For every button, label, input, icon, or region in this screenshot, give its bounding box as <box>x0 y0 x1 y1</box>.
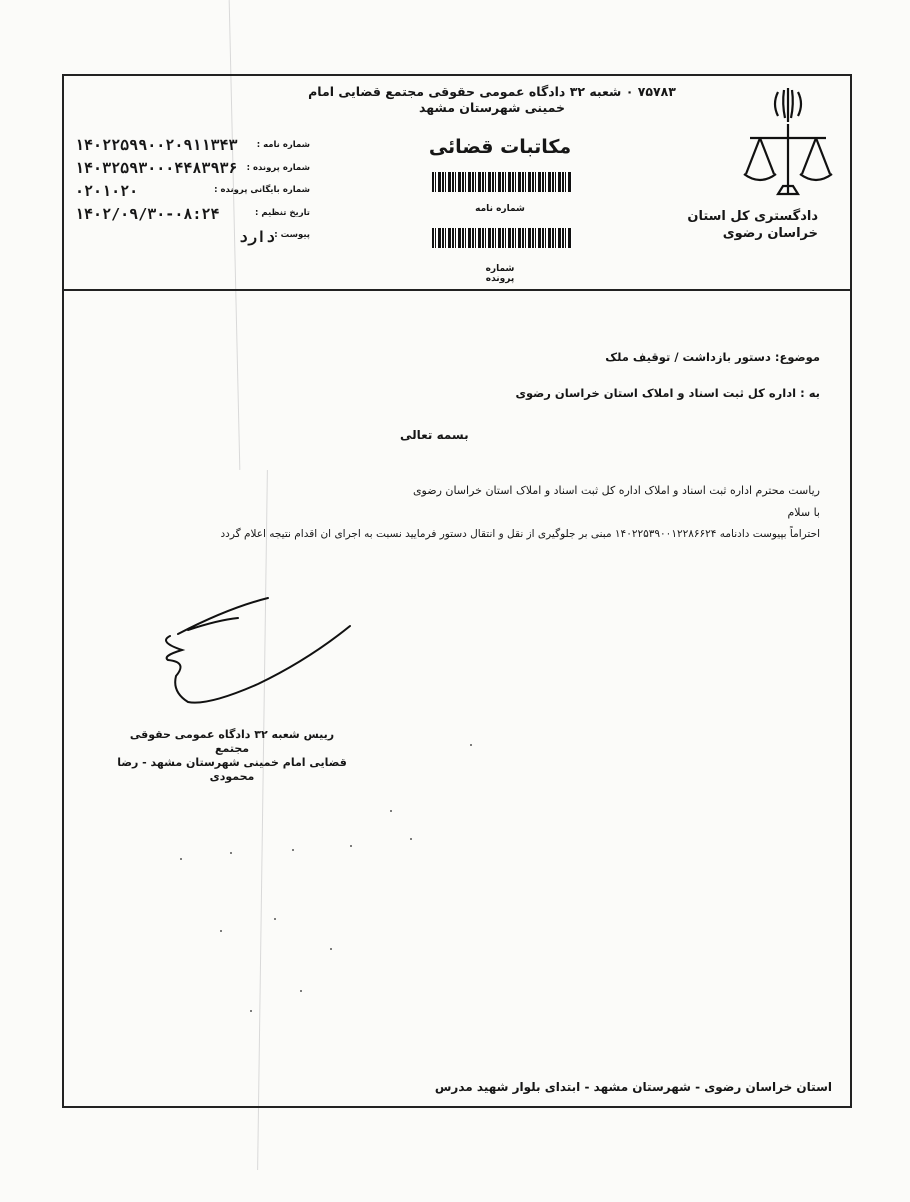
meta-values <box>75 136 275 251</box>
meta-label: تاریخ تنظیم : <box>255 207 310 218</box>
branch-line-2: خمینی شهرستان مشهد <box>419 100 565 115</box>
handwritten-signature <box>148 596 358 708</box>
letter-number-value: ۱۴۰۲۲۵۹۹۰۰۲۰۹۱۱۳۴۳ <box>75 136 238 154</box>
letter-body-line-2: با سلام <box>787 506 820 519</box>
letter-body-line-1: ریاست محترم اداره ثبت اسناد و املاک اداره کل ثبت اسناد و املاک استان خراسان رضوی <box>412 484 820 497</box>
scan-speck <box>274 918 276 920</box>
subject-row <box>605 350 820 364</box>
scan-speck <box>180 858 182 860</box>
footer-address: استان خراسان رضوی - شهرستان مشهد - ابتدای بلوار شهید مدرس <box>434 1080 832 1094</box>
header-divider <box>62 289 852 291</box>
subject-text: دستور بازداشت / توقیف ملک <box>605 350 771 364</box>
meta-label: پیوست : <box>274 230 310 240</box>
court-line-2: خراسان رضوی <box>722 226 818 241</box>
meta-label: شماره پرونده : <box>246 162 310 173</box>
barcode-caption-letter: شماره نامه <box>475 204 525 214</box>
barcode-caption-case: شماره پرونده <box>485 264 515 284</box>
branch-line-1: ۷۵۷۸۳ ۰ شعبه ۳۲ دادگاه عمومی حقوقی مجتمع قضایی امام <box>308 84 676 99</box>
recipient-row <box>515 386 820 400</box>
meta-label: شماره بایگانی پرونده : <box>214 185 310 195</box>
meta-label: شماره نامه : <box>256 140 310 150</box>
court-line-1: دادگستری کل استان <box>687 209 818 224</box>
salutation: بسمه تعالی <box>400 428 469 442</box>
scan-speck <box>330 948 332 950</box>
attachment-value: دارد <box>238 228 275 246</box>
signatory-line-1: رییس شعبه ۳۲ دادگاه عمومی حقوقی مجتمع <box>129 728 335 755</box>
scan-speck <box>470 744 472 746</box>
iran-emblem-scales-icon <box>738 82 838 212</box>
page-title: مکاتبات قضائی <box>428 136 572 158</box>
scan-speck <box>350 845 352 847</box>
scan-speck <box>292 849 294 851</box>
scan-speck <box>220 930 222 932</box>
date-value: ۱۴۰۲/۰۹/۳۰-۰۸:۲۴ <box>75 205 220 223</box>
signatory-line-3: محمودی <box>209 770 255 783</box>
case-number-value: ۱۴۰۳۲۵۹۳۰۰۰۴۴۸۳۹۳۶ <box>75 159 238 177</box>
scan-speck <box>390 810 392 812</box>
court-name <box>648 208 818 242</box>
letter-number-barcode <box>432 172 572 192</box>
scan-speck <box>250 1010 252 1012</box>
scan-speck <box>300 990 302 992</box>
archive-number-value: ۰۲۰۱۰۲۰ <box>75 182 139 200</box>
branch-heading <box>282 84 702 116</box>
scan-speck <box>410 838 412 840</box>
recipient-label: به : <box>800 386 820 400</box>
letter-body-line-3: احتراماً بپیوست دادنامه ۱۴۰۲۲۵۳۹۰۰۱۲۲۸۶۶۲۴ مبنی بر جلوگیری از نقل و انتقال دستور فرمایید نسبت به اجرای ان اقدام نتیجه اعلام گردد <box>220 528 820 540</box>
recipient-text: اداره کل ثبت اسناد و املاک استان خراسان رضوی <box>515 386 797 400</box>
signatory <box>112 728 352 784</box>
scan-speck <box>230 852 232 854</box>
case-number-barcode <box>432 228 572 248</box>
signatory-line-2: قضایی امام خمینی شهرستان مشهد - رضا <box>117 756 347 769</box>
subject-label: موضوع: <box>774 350 820 364</box>
